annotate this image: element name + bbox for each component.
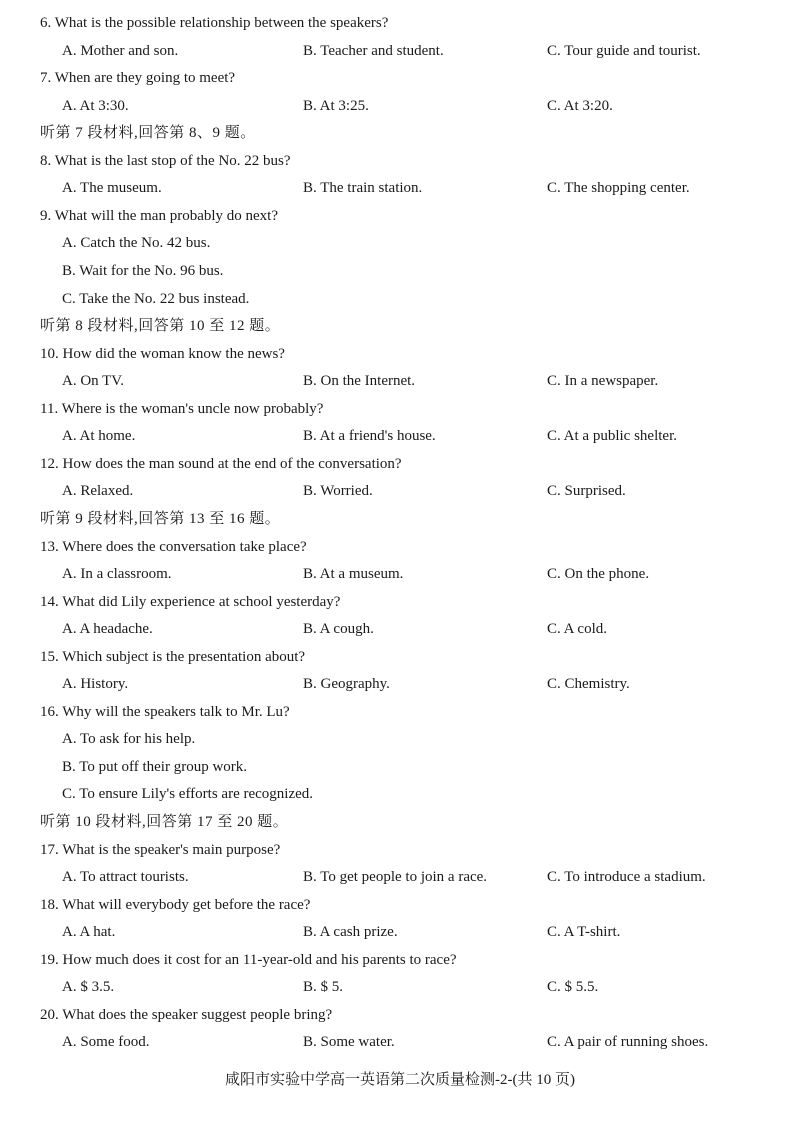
option-a: A. History. [62,676,129,693]
option-b: B. At a museum. [303,566,404,582]
option-b: B. To get people to join a race. [303,869,488,886]
question-text: 16. Why will the speakers talk to Mr. Lu? [40,703,290,720]
option-a: A. In a classroom. [62,566,172,582]
option-c: C. At 3:20. [547,97,613,114]
option-a: A. A headache. [62,621,153,638]
option-row [62,976,780,998]
question-text: 18. What will everybody get before the race? [40,896,311,913]
option-b: B. On the Internet. [303,373,416,390]
option-line: A. Catch the No. 42 bus. [62,235,211,252]
option-line: A. To ask for his help. [62,731,196,748]
option-c: C. Tour guide and tourist. [547,42,701,59]
option-c: C. On the phone. [547,566,650,582]
option-c: C. A T-shirt. [547,924,621,941]
option-row [62,425,780,447]
question-text: 12. How does the man sound at the end of the conversation? [40,455,402,472]
option-c: C. The shopping center. [547,180,690,197]
option-row [62,673,780,695]
question-text: 14. What did Lily experience at school yesterday? [40,593,341,610]
option-a: A. At home. [62,428,136,445]
option-row [62,95,780,117]
option-c: C. At a public shelter. [547,428,677,445]
option-row [62,866,780,888]
section-instruction: 听第 7 段材料,回答第 8、9 题。 [40,125,256,142]
option-a: A. A hat. [62,924,116,941]
question-text: 17. What is the speaker's main purpose? [40,841,281,858]
option-c: C. A cold. [547,621,608,638]
option-row [62,563,780,585]
option-a: A. On TV. [62,373,124,390]
option-line: B. To put off their group work. [62,758,248,775]
option-b: B. Some water. [303,1034,395,1051]
option-c: C. To introduce a stadium. [547,869,706,886]
option-row [62,370,780,392]
option-row [62,618,780,640]
question-text: 6. What is the possible relationship between the speakers? [40,15,389,31]
question-text: 9. What will the man probably do next? [40,207,279,224]
option-a: A. To attract tourists. [62,869,189,886]
option-row [62,177,780,199]
option-b: B. At 3:25. [303,97,369,114]
option-row [62,1031,780,1053]
option-b: B. A cash prize. [303,924,398,941]
option-a: A. Relaxed. [62,483,134,500]
option-c: C. Chemistry. [547,676,630,693]
option-b: B. Worried. [303,483,373,500]
option-b: B. Geography. [303,676,390,693]
option-a: A. At 3:30. [62,97,129,114]
option-row [62,921,780,943]
option-a: A. $ 3.5. [62,979,115,996]
page-footer: 咸阳市实验中学高一英语第二次质量检测-2-(共 10 页) [225,1072,575,1088]
option-c: C. Surprised. [547,483,626,500]
question-text: 20. What does the speaker suggest people bring? [40,1006,333,1023]
option-a: A. Some food. [62,1034,150,1051]
option-b: B. $ 5. [303,979,344,996]
option-c: C. $ 5.5. [547,979,599,996]
question-text: 11. Where is the woman's uncle now probably? [40,400,324,417]
question-text: 13. Where does the conversation take place? [40,538,307,555]
option-row [62,480,780,502]
option-b: B. Teacher and student. [303,42,444,59]
section-instruction: 听第 9 段材料,回答第 13 至 16 题。 [40,510,281,527]
option-line: C. To ensure Lily's efforts are recognized. [62,786,314,803]
question-text: 19. How much does it cost for an 11-year-old and his parents to race? [40,951,457,968]
section-instruction: 听第 8 段材料,回答第 10 至 12 题。 [40,318,281,335]
option-row [62,40,780,62]
option-line: C. Take the No. 22 bus instead. [62,290,250,307]
option-c: C. In a newspaper. [547,373,659,390]
option-c: C. A pair of running shoes. [547,1034,709,1051]
option-line: B. Wait for the No. 96 bus. [62,263,224,279]
option-b: B. At a friend's house. [303,428,436,445]
option-b: B. The train station. [303,180,423,197]
option-b: B. A cough. [303,621,374,638]
question-text: 8. What is the last stop of the No. 22 bus? [40,152,291,169]
question-text: 15. Which subject is the presentation about? [40,648,306,665]
question-text: 7. When are they going to meet? [40,70,236,87]
option-a: A. Mother and son. [62,42,179,59]
section-instruction: 听第 10 段材料,回答第 17 至 20 题。 [40,814,289,830]
question-text: 10. How did the woman know the news? [40,345,285,362]
option-a: A. The museum. [62,180,162,197]
